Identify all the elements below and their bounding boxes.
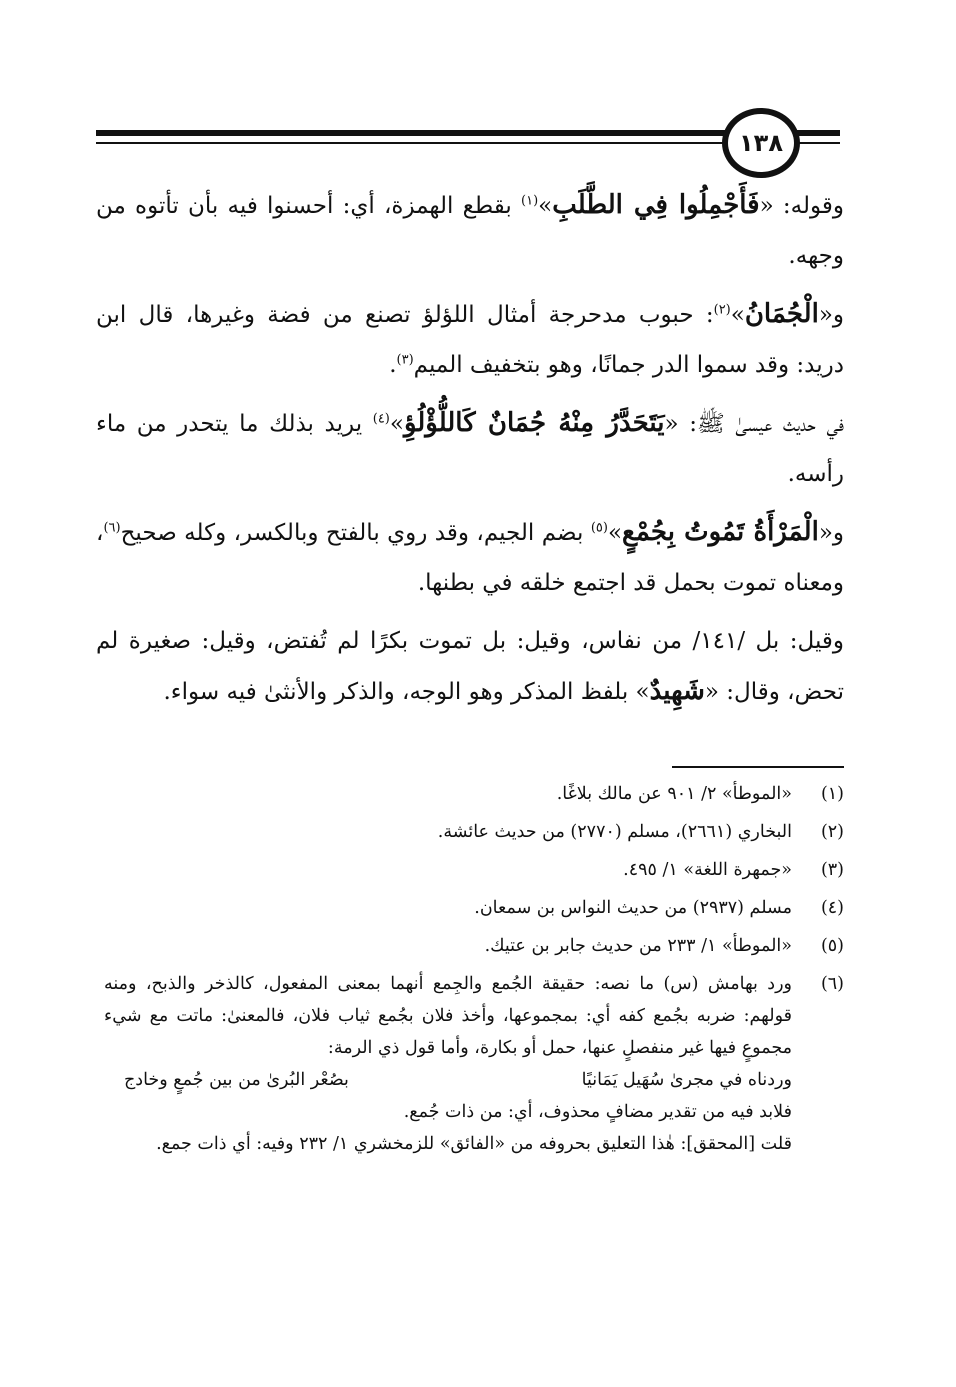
- main-text: [96, 180, 844, 725]
- footnote-text: مسلم (٢٩٣٧) من حديث النواس بن سمعان.: [474, 898, 792, 918]
- text-fragment: بضم الجيم، وقد روي بالفتح وبالكسر، وكله صحيح: [120, 520, 591, 546]
- text-fragment: ، ومعناه تموت بحمل قد اجتمع خلقه في بطنها.: [96, 520, 844, 596]
- text-fragment: »: [635, 679, 650, 705]
- footnote-number: (١): [820, 784, 844, 804]
- hadith-keyword: شَهِيدٌ: [649, 676, 705, 706]
- footnote-ref[interactable]: (٤): [372, 411, 390, 427]
- header-rule-right-thick: [796, 130, 840, 136]
- verse-second-hemistich: بصُعْر البُرىٰ من بين جُمعٍ وخادج: [124, 1070, 349, 1090]
- verse-first-hemistich: وردناه في مجرىٰ سُهَيل يَمَانيًا: [581, 1070, 792, 1090]
- hadith-keyword: يَتَحَدَّرُ مِنْهُ جُمَانٌ كَاللُّؤْلُؤِ: [403, 408, 665, 438]
- paragraph-3: [96, 398, 844, 499]
- text-fragment: »: [538, 193, 553, 219]
- hadith-keyword: الْجُمَانُ: [744, 299, 819, 329]
- footnote-number: (٣): [820, 860, 844, 880]
- footnote-text: البخاري (٢٦٦١)، مسلم (٢٧٧٠) من حديث عائشة.: [437, 822, 792, 842]
- header-rule-thin: [96, 142, 728, 144]
- footnote-text: ورد بهامش (س) ما نصه: حقيقة الجُمع والجِمع أنهما بمعنى المفعول، كالذخر والذبح، ومنه قولهم: ضربه بجُمع كفه أي: بمجموعها، وأخذ فلان بجُمع ثياب فلان، فالمعنىٰ: ماتت مع شيء مجموعٍ فيها غير منفصلٍ عنها، حمل أو بكارة، وأما قول ذي الرمة:: [104, 974, 792, 1058]
- footnote-ref[interactable]: (١): [521, 193, 539, 209]
- footnote-number: (٤): [820, 898, 844, 918]
- paragraph-2: [96, 289, 844, 390]
- poetry-verse: [104, 1064, 792, 1096]
- hadith-keyword: فَأَجْمِلُوا فِي الطَّلَبِ: [552, 190, 760, 220]
- footnote-separator: [672, 766, 844, 768]
- text-fragment: يريد بذلك ما يتحدر من ماء رأسه.: [96, 411, 844, 487]
- header-rule-right-thin: [796, 142, 840, 144]
- text-fragment: و«: [818, 520, 845, 546]
- header-rule-thick: [96, 130, 728, 136]
- text-fragment: بلفظ المذكر وهو الوجه، والذكر والأنثىٰ فيه سواء.: [163, 679, 636, 705]
- text-fragment: : حبوب مدحرجة أمثال اللؤلؤ تصنع من فضة وغيرها، قال ابن دريد: وقد سموا الدر جمانًا، وهو بتخفيف الميم: [96, 302, 844, 378]
- text-fragment: وقوله: «: [759, 193, 844, 219]
- footnote-item: [104, 778, 844, 810]
- footnote-text: «جمهرة اللغة» ١/ ٤٩٥.: [623, 860, 792, 880]
- footnote-text: قلت [المحقق]: هٰذا التعليق بحروفه من «الفائق» للزمخشري ١/ ٢٣٢ وفيه: أي ذات جمع.: [156, 1134, 792, 1154]
- footnote-item: [104, 892, 844, 924]
- footnote-item: [104, 854, 844, 886]
- text-fragment: »: [389, 411, 404, 437]
- text-fragment: و«: [818, 302, 844, 328]
- footnote-ref[interactable]: (٦): [103, 520, 121, 536]
- footnotes-list: [104, 778, 844, 1166]
- footnote-ref[interactable]: (٥): [590, 520, 608, 536]
- text-fragment: وقيل: بل /١٤١/ من نفاس، وقيل: بل تموت بكرًا لم تُفتض، وقيل: صغيرة لم تحض، وقال: «: [96, 628, 844, 705]
- footnote-number: (٦): [820, 974, 844, 994]
- hadith-keyword: الْمَرْأَةُ تَمُوتُ بِجُمْعٍ: [622, 517, 819, 547]
- footnote-item-6: [104, 968, 844, 1160]
- paragraph-5: [96, 616, 844, 717]
- footnote-text: «الموطأ» ١/ ٢٣٣ من حديث جابر بن عتيك.: [484, 936, 792, 956]
- text-fragment: بقطع الهمزة، أي: أحسنوا فيه بأن تأتوه من وجهه.: [96, 193, 844, 269]
- footnote-item: [104, 930, 844, 962]
- footnote-ref[interactable]: (٣): [396, 352, 414, 368]
- text-fragment: »: [607, 520, 623, 546]
- footnote-item: [104, 816, 844, 848]
- footnote-number: (٥): [820, 936, 844, 956]
- page-number: ١٣٨: [722, 108, 800, 178]
- footnote-text: فلابد فيه من تقدير مضافٍ محذوف، أي: من ذات جُمع.: [403, 1102, 792, 1122]
- footnote-text: «الموطأ» ٢/ ٩٠١ عن مالك بلاغًا.: [556, 784, 792, 804]
- footnote-number: (٢): [820, 822, 844, 842]
- text-fragment: »: [730, 302, 745, 328]
- page-header: [96, 108, 840, 172]
- text-fragment: في حديث عيسىٰ ﷺ: «: [664, 411, 844, 437]
- paragraph-1: [96, 180, 844, 281]
- text-fragment: .: [389, 352, 397, 378]
- paragraph-4: [96, 507, 844, 608]
- footnote-ref[interactable]: (٢): [713, 302, 731, 318]
